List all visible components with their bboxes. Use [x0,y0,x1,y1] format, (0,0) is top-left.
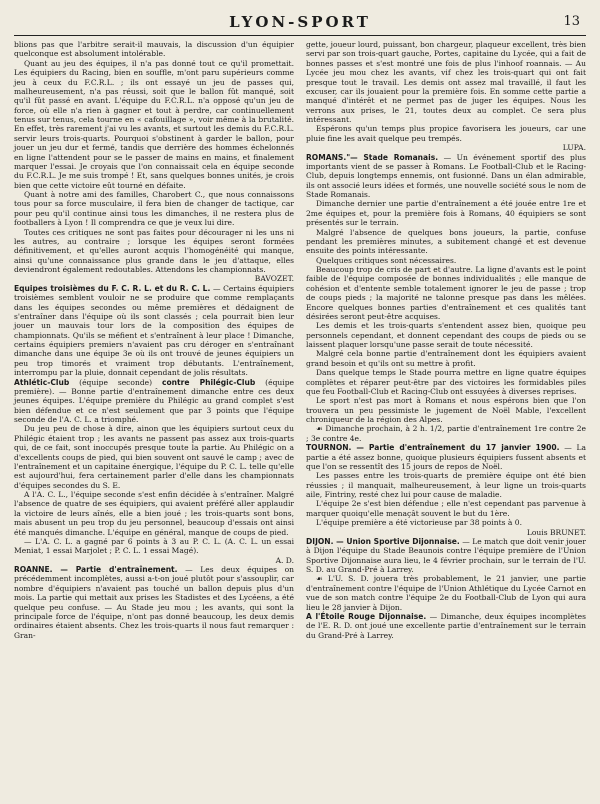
article-body: — Certains équipiers troisièmes semblent vouloir ne se produire que comme remplaçants dans les équipes secondes ou même premières et dédaignent de s'entraîner dans l'équipe où ils sont classés ; cela pourrait bien leur jouer un mauvais tour lors de la composition des équipes de championnats. Qu'ils se méfient et s'entraînent à leur place ! Dimanche, certains équipiers premiers n'avaient pas cru déroger en s'entraînant dimanche dans une équipe 3e où ils ont trouvé de jeunes équipiers un peu trop timorés et vraiment trop débutants. L'entraînement, interrompu par la pluie, donnait cependant de jolis résultats. [14,283,294,378]
article-title: DIJON. — Union Sportive Dijonnaise. [306,536,460,546]
signature: Louis BRUNET. [526,527,586,537]
paragraph: Malgré cela bonne partie d'entraînement dont les équipiers avaient grand besoin et qu'ils ont su mettre à profit. [306,349,586,368]
article-title: TOURNON. — Partie d'entraînement du 17 janvier 1900. [306,443,560,453]
article-romans [306,153,586,200]
paragraph: ☙ Dimanche prochain, à 2 h. 1/2, partie d'entraînement 1re contre 2e ; 3e contre 4e. [306,424,586,443]
article-title: Equipes troisièmes du F. C. R. L. et du R. C. L. [14,283,211,293]
article-body: (équipe seconde) [69,377,162,387]
article-tournon [306,443,586,471]
paragraph: Dimanche dernier une partie d'entraînement a été jouée entre 1re et 2me équipes et, pour la première fois à Romans, 40 équipiers se sont présentés sur le terrain. [306,199,586,228]
column-left [14,40,294,640]
paragraph: Quant à notre ami des familles, Charobert C., que nous connaissons tous pour sa force musculaire, il fera bien de changer de tactique, car pour peu qu'il continue ainsi tous les dimanches, il ne restera plus de footballers à Lyon ! Il comprendra ce que je veux lui dire. [14,190,294,228]
article-title-part: contre Philégic-Club [161,377,256,387]
article-body: — Le match que doit venir jouer à Dijon l'équipe du Stade Beaunois contre l'équipe première de l'Union Sportive Dijonnaise aura lieu, le 4 février prochain, sur le terrain de l'U. S. D. au Grand-Pré à Larrey. [306,536,586,574]
paragraph: Beaucoup trop de cris de part et d'autre. La ligne d'avants est le point faible de l'équipe composée de bonnes individualités ; elle manque de cohésion et d'entente semble totalement ignorer le jeu de passe ; trop de coups pieds ; la majorité ne talonne presque pas dans les mêlées. Encore quelques bonnes parties d'entraînement et ces qualités tant désirées seront peut-être acquises. [306,265,586,321]
columns [14,40,586,640]
page-header [14,10,586,34]
article-equipes-troisiemes [14,284,294,378]
paragraph: Espérons qu'un temps plus propice favorisera les joueurs, car une pluie fine les avait quelque peu trempés. [306,124,586,143]
signature: LUPA. [562,143,586,153]
paragraph: gette, joueur lourd, puissant, bon chargeur, plaqueur excellent, très bien servi par son trois-quart gauche, Portes, capitaine du Lycée, qui a fait de bonnes passes et s'est montré une fois de plus l'inhoof roannais. — Au Lycée jeu mou chez les avants, vif chez les trois-quart qui ont fait presque tout le travail. Les demis ont assez mal travaillé, il faut les excuser, car ils jouaient pour la première fois. En somme cette partie a manqué d'intérêt et ne permet pas de juger les équipes. Nous les verrons aux prises, le 21, toutes deux au complet. Ce sera plus intéressant. [306,40,586,124]
paragraph: Du jeu peu de chose à dire, ainon que les équipiers surtout ceux du Philégic étaient trop ; les avants ne passent pas assez aux trois-quarts qui, de ce fait, sont inoccupés presque toute la partie. Au Philégic on a d'excellents coups de pied, qui bien souvent ont sauvé le camp ; avec de l'entraînement et un capitaine énergique, l'équipe du P. C. L. telle qu'elle est aujourd'hui, fera certainement parler d'elle dans les championnats d'équipes secondes du S. E. [14,424,294,490]
paragraph: Dans quelque temps le Stade pourra mettre en ligne quatre équipes complètes et réparer peut-être par des victoires les formidables piles que feu Football-Club et Racing-Club ont essuyées à diverses reprises. [306,368,586,396]
article-body: — Un événement sportif des plus importants vient de se passer à Romans. Le Football-Club et le Racing-Club, depuis longtemps ennemis, ont fusionné. Dans un élan admirable, ils ont associé leurs idées et formés, une nouvelle société sous le nom de Stade Romanais. [306,152,586,199]
masthead: LYON-SPORT [229,13,371,31]
article-body: (équipe première). — Bonne partie d'entraînement dimanche entre ces deux jeunes équipes. L'équipe première du Philégic au grand complet s'est bien défendue et ce n'est seulement que par 3 points que l'équipe seconde de l'A. C. L. a triomphé. [14,377,294,424]
page-number: 13 [563,14,580,29]
column-right [306,40,586,640]
signature: A. D. [275,555,294,565]
paragraph: — L'A. C. L. a gagné par 6 points à 3 au P. C. L. (A. C. L. un essai Meniat, 1 essai Marjolet ; P. C. L. 1 essai Magé). [14,536,294,556]
article-body: — Dimanche, deux équipes incomplètes de l'E. R. D. ont joué une excellente partie d'entraînement sur le terrain du Grand-Pré à Larrey. [306,611,586,640]
paragraph: ☙ L'U. S. D. jouera très probablement, le 21 janvier, une partie d'entraînement contre l'équipe de l'Union Athlétique du Lycée Carnot en vue de son match contre l'équipe 2e du Football-Club de Lyon qui aura lieu le 28 janvier à Dijon. [306,574,586,612]
article-body: — Les deux équipes on précédemment incomplètes, aussi a-t-on joué plutôt pour s'assouplir, car nombre d'équipiers n'avaient pas touché un ballon depuis plus d'un mois. La partie qui mettait aux prises les Stadistes et des Lycéens, a été quelque peu confuse. — Au Stade jeu mou ; les avants, qui sont la principale force de l'équipe, n'ont pas donné beaucoup, les deux demis ordinaires étaient absents. Chez les trois-quarts il nous faut remarquer : Gran- [14,565,294,640]
article-dijon [306,537,586,575]
article-roanne [14,565,294,640]
paragraph: Toutes ces critiques ne sont pas faites pour décourager ni les uns ni les autres, au contraire ; lorsque les équipes seront formées définitivement, et qu'elles auront acquis l'homogénéité qui manque, ainsi qu'une connaissance plus grande dans le jeu d'attaque, elles deviendront également redoutables. Attendons les championnats. [14,227,294,274]
article-etoile-rouge [306,612,586,640]
paragraph: blions pas que l'arbitre serait-il mauvais, la discussion d'un équipier quelconque est absolument intolérable. [14,40,294,59]
header-rule [14,35,586,36]
paragraph: Les demis et les trois-quarts s'entendent assez bien, quoique peu personnels cependant, et donnent cependant des coups de pieds ou se laissent plaquer lorsqu'une passe serait de toute nécessité. [306,321,586,349]
paragraph: L'équipe 2e s'est bien défendue ; elle n'est cependant pas parvenue à marquer quoiqu'elle menaçât souvent le but du 1ère. [306,499,586,518]
paragraph: Le sport n'est pas mort à Romans et nous espérons bien que l'on trouvera un peu pessimiste le jugement de Noël Mable, l'excellent chroniqueur de la région des Alpes. [306,396,586,424]
paragraph: Quant au jeu des équipes, il n'a pas donné tout ce qu'il promettait. Les équipiers du Racing, bien en souffle, m'ont paru supérieurs comme jeu à ceux du F.C.R.L. ; ils ont essayé un jeu de passes qui, malheureusement, n'a pas réussi, soit que le ballon fût manqué, soit qu'il fût passé en avant. L'équipe du F.C.R.L. n'a opposé qu'un jeu de force, où elle n'a rien à gagner et tout à perdre, car continuellement tenus sur tenus, cela tourne en « cafouillage », voir même à la brutalité. En effet, très rarement j'ai vu les avants, et surtout les demis du F.C.R.L. servir leurs trois-quarts. Pourquoi s'obstinent à garder le ballon, pour jouer un jeu dur et fermé, tandis que derrière des hommes échelonnés en ligne l'attendent pour se le passer de mains en mains, et finalement marquer l'essai. Je croyais que l'on connaissait cela en équipe seconde du F.C.R.L. Je me suis trompé ! Et, sans quelques bonnes unités, je crois bien que cette victoire eût tourné en défaite. [14,58,294,190]
paragraph: Les passes entre les trois-quarts de première équipe ont été bien réussies ; il manquait, malheureusement, à leur ligne un trois-quarts aile, Fintriny, resté chez lui pour cause de maladie. [306,471,586,499]
paragraph: L'équipe première a été victorieuse par 38 points à 0. [316,518,522,528]
article-body: — La partie a été assez bonne, quoique plusieurs équipiers fussent absents et que l'on se ressentît des 15 jours de repos de Noël. [306,443,586,471]
article-athletic-club [14,378,294,425]
article-title: Athlétic-Club [14,377,70,387]
article-title: A l'Étoile Rouge Dijonnaise. [306,611,427,621]
article-title: ROMANS."— Stade Romanais. [306,152,439,162]
article-title: ROANNE. — Partie d'entraînement. [14,565,178,574]
signature: BAVOZET. [254,274,294,284]
paragraph: Malgré l'absence de quelques bons joueurs, la partie, confuse pendant les premières minutes, a subitement changé et est devenue ensuite des points intéressante. [306,227,586,256]
paragraph: A l'A. C. L., l'équipe seconde s'est enfin décidée à s'entraîner. Malgré l'absence de quatre de ses équipiers, qui avaient préféré aller applaudir la victoire de leurs aînés, elle a bien joué ; les trois-quarts sont bons, mais abusent un peu trop du jeu personnel, beaucoup d'essais ont ainsi été manqués dimanche. L'équipe en général, manque de coups de pied. [14,490,294,537]
paragraph: Quelques critiques sont nécessaires. [316,255,457,265]
